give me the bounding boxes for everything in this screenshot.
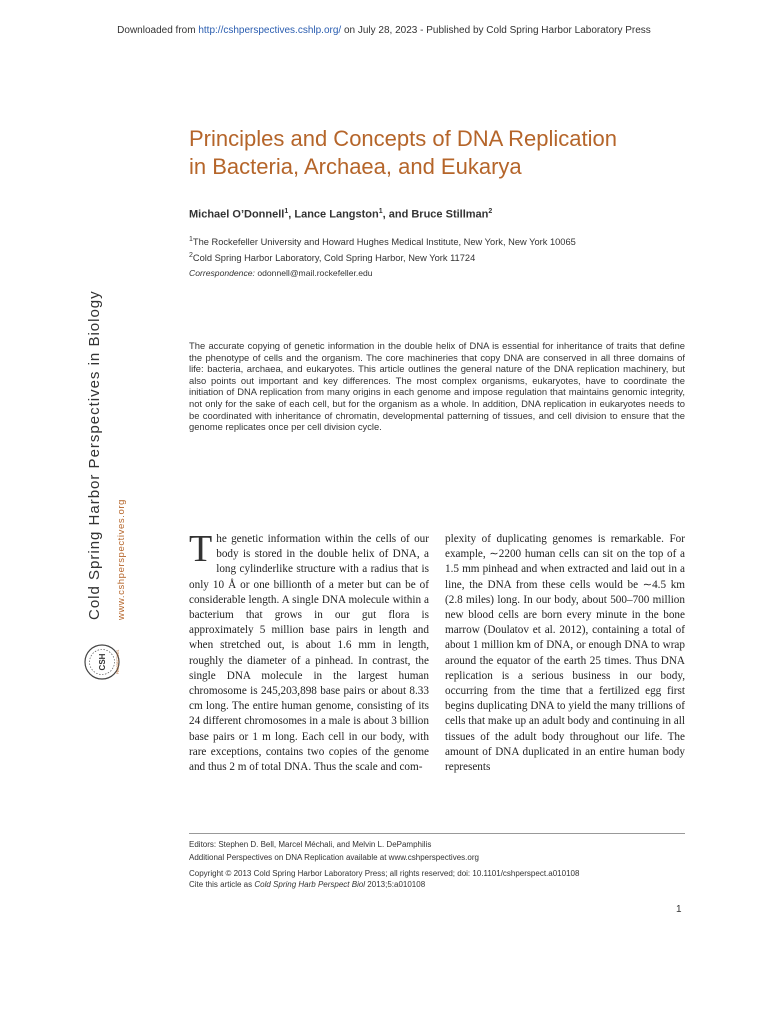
footer-citation bbox=[189, 879, 425, 890]
title-line-1: Principles and Concepts of DNA Replication bbox=[189, 126, 618, 151]
correspondence-email[interactable]: odonnell@mail.rockefeller.edu bbox=[254, 268, 373, 278]
download-prefix: Downloaded from bbox=[117, 25, 199, 36]
author-list bbox=[189, 208, 492, 221]
download-link[interactable]: http://cshperspectives.cshlp.org/ bbox=[198, 25, 342, 36]
author-3-affil: 2 bbox=[488, 208, 493, 215]
affiliation-2-mark: 2 bbox=[189, 252, 193, 259]
journal-sidebar bbox=[86, 290, 136, 620]
journal-url[interactable]: www.cshperspectives.org bbox=[116, 499, 127, 620]
citation-prefix: Cite this article as bbox=[189, 880, 255, 889]
citation-journal: Cold Spring Harb Perspect Biol bbox=[254, 880, 366, 889]
download-suffix: on July 28, 2023 - Published by Cold Spring Harbor Laboratory Press bbox=[341, 25, 651, 36]
author-1-affil: 1 bbox=[284, 208, 289, 215]
article-title bbox=[189, 125, 709, 181]
footer-divider bbox=[189, 833, 685, 834]
footer-copyright: Copyright © 2013 Cold Spring Harbor Laboratory Press; all rights reserved; doi: 10.1101/cshperspect.a010108 bbox=[189, 869, 580, 878]
footer-additional: Additional Perspectives on DNA Replication available at www.cshperspectives.org bbox=[189, 853, 479, 862]
journal-name: Cold Spring Harbor Perspectives in Biology bbox=[86, 290, 103, 620]
correspondence-label: Correspondence: bbox=[189, 268, 255, 278]
csh-logo-icon bbox=[82, 637, 122, 687]
affiliation-1 bbox=[189, 236, 576, 247]
affiliation-1-mark: 1 bbox=[189, 236, 193, 243]
author-2: , Lance Langston bbox=[288, 208, 379, 221]
body-column-1-text: he genetic information within the cells of our body is stored in the double helix of DNA, a long cylinderlike structure with a radius that is only 10 Å or one billionth of a meter but can be of considerable length. A single DNA molecule within a bacterium that grows in our gut flora is approximately 5 million base pairs in length and when stretched out, is about 1.6 mm in length, roughly the diameter of a pinhead. In contrast, the single DNA molecule in the largest human chromosome is 245,203,898 base pairs or about 8.33 cm long. The entire human genome, consisting of its 24 different chromosomes in a male is about 3 billion base pairs or 1 m long. Each cell in our body, with rare exceptions, contains two copies of the genome and thus 2 m of total DNA. Thus the scale and com- bbox=[189, 533, 429, 774]
body-column-1 bbox=[189, 528, 429, 775]
abstract: The accurate copying of genetic information in the double helix of DNA is essential for inheritance of traits that define the phenotype of cells and the organism. The core machineries that copy DNA are conserved in all three domains of life: bacteria, archaea, and eukaryotes. This article outlines the general nature of the DNA replication machinery, but also points out important and key differences. The most complex organisms, eukaryotes, have to coordinate the initiation of DNA replication from many origins in each genome and impose regulation that maintains genomic integrity, not only for the sake of each cell, but for the organism as a whole. In addition, DNA replication in eukaryotes needs to be coordinated with inheritance of chromatin, developmental patterning of tissues, and cell division to ensure that the genome replicates once per cell division cycle. bbox=[189, 340, 685, 433]
author-2-affil: 1 bbox=[378, 208, 383, 215]
logo-perspectives-text: PERSPECTIVES bbox=[116, 649, 120, 675]
download-header bbox=[0, 25, 768, 36]
footer-editors: Editors: Stephen D. Bell, Marcel Méchali, and Melvin L. DePamphilis bbox=[189, 840, 432, 849]
body-column-2: plexity of duplicating genomes is remarkable. For example, ∼2200 human cells can sit on the top of a 1.5 mm pinhead and when extracted and laid out in a line, the DNA from these cells would be ∼4.5 km (2.8 miles) long. In our body, about 500–700 million new blood cells are born every minute in the bone marrow (Doulatov et al. 2012), containing a total of about 1 million km of DNA, or enough DNA to wrap around the equator of the earth 25 times. Thus DNA replication is a serious business in our body, occurring from the time that a fertilized egg first begins duplicating DNA to yield the many trillions of cells that make up an adult body and continuing in all tissues of the adult body throughout our life. The amount of DNA duplicated in an entire human body represents bbox=[445, 533, 685, 774]
author-3: , and Bruce Stillman bbox=[382, 208, 489, 221]
drop-cap: T bbox=[189, 528, 213, 570]
affiliation-1-text: The Rockefeller University and Howard Hughes Medical Institute, New York, New York 10065 bbox=[192, 237, 576, 248]
author-1: Michael O’Donnell bbox=[189, 208, 285, 221]
affiliation-2-text: Cold Spring Harbor Laboratory, Cold Spring Harbor, New York 11724 bbox=[192, 253, 476, 264]
citation-suffix: 2013;5:a010108 bbox=[365, 880, 426, 889]
logo-csh-text: CSH bbox=[98, 653, 107, 671]
page-number: 1 bbox=[676, 904, 682, 915]
article-body bbox=[189, 528, 685, 775]
correspondence bbox=[189, 268, 373, 278]
title-line-2: in Bacteria, Archaea, and Eukarya bbox=[189, 154, 522, 179]
affiliation-2 bbox=[189, 252, 475, 263]
